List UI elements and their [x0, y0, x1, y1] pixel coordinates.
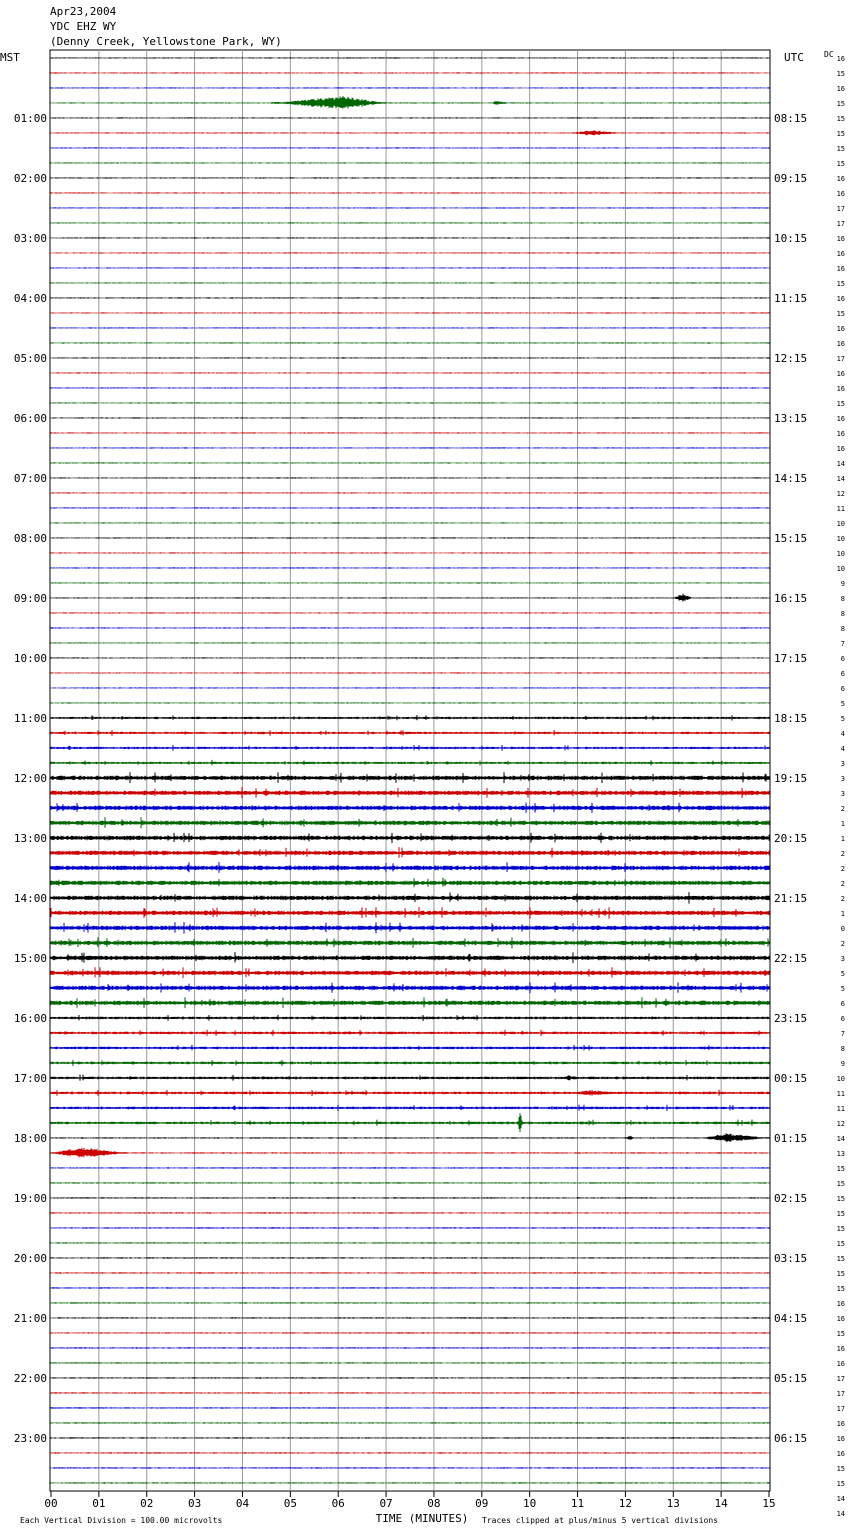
dc-offset-label: 8 [840, 595, 845, 603]
dc-offset-label: 16 [836, 85, 845, 93]
dc-offset-label: 15 [836, 400, 845, 408]
seismic-trace [51, 594, 769, 602]
seismic-trace [51, 1030, 769, 1036]
seismic-trace [51, 447, 769, 448]
dc-offset-label: 11 [836, 1105, 845, 1113]
x-tick-label: 10 [523, 1497, 537, 1510]
seismic-trace [51, 1437, 769, 1438]
right-hour-label: 08:15 [774, 112, 808, 125]
dc-offset-label: 15 [836, 100, 845, 108]
x-tick-label: 12 [618, 1497, 633, 1510]
seismic-trace [51, 878, 769, 888]
seismic-trace [51, 1242, 769, 1243]
left-hour-label: 10:00 [13, 652, 47, 665]
right-hour-label: 20:15 [774, 832, 808, 845]
right-hour-label: 02:15 [774, 1192, 808, 1205]
dc-offset-label: 17 [836, 1405, 845, 1413]
dc-offset-label: 4 [840, 730, 845, 738]
dc-offset-label: 15 [836, 1225, 845, 1233]
dc-offset-label: 17 [836, 220, 845, 228]
seismic-trace [51, 1482, 769, 1483]
dc-offset-label: 3 [840, 760, 845, 768]
left-hour-label: 17:00 [13, 1072, 47, 1085]
dc-offset-label: 6 [840, 1000, 845, 1008]
left-hour-label: 21:00 [13, 1312, 47, 1325]
seismic-trace [51, 462, 769, 463]
seismic-trace [51, 1392, 769, 1393]
dc-offset-label: 15 [836, 1165, 845, 1173]
footer-clip-note: Traces clipped at plus/minus 5 vertical divisions [482, 1516, 719, 1525]
dc-offset-label: 16 [836, 1345, 845, 1353]
dc-offset-label: 16 [836, 415, 845, 423]
dc-offset-label: 14 [836, 1495, 845, 1503]
dc-offset-label: 6 [840, 655, 845, 663]
seismic-trace [51, 1347, 769, 1348]
seismic-trace [51, 1287, 769, 1288]
right-hour-label: 18:15 [774, 712, 808, 725]
left-hour-label: 15:00 [13, 952, 47, 965]
left-hour-label: 19:00 [13, 1192, 47, 1205]
dc-offset-label: 14 [836, 475, 845, 483]
x-tick-label: 02 [140, 1497, 154, 1510]
dc-offset-label: 16 [836, 55, 845, 63]
plot-frame [50, 50, 770, 1491]
right-hour-label: 23:15 [774, 1012, 808, 1025]
seismic-trace [51, 537, 769, 538]
dc-offset-label: 15 [836, 130, 845, 138]
dc-offset-label: 15 [836, 1210, 845, 1218]
x-tick-label: 06 [331, 1497, 345, 1510]
dc-offset-label: 6 [840, 685, 845, 693]
seismic-trace [51, 1045, 769, 1051]
dc-offset-label: 14 [836, 1135, 845, 1143]
dc-offset-label: 0 [840, 925, 845, 933]
dc-offset-label: 14 [836, 460, 845, 468]
seismic-trace [51, 892, 769, 904]
left-hour-label: 07:00 [13, 472, 47, 485]
seismic-trace [51, 582, 769, 583]
dc-offset-label: 5 [840, 700, 845, 708]
dc-offset-label: 16 [836, 250, 845, 258]
seismic-trace [51, 96, 769, 108]
dc-offset-label: 8 [840, 625, 845, 633]
dc-offset-label: 15 [836, 160, 845, 168]
seismic-trace [51, 117, 769, 118]
right-hour-label: 05:15 [774, 1372, 808, 1385]
seismic-trace [51, 222, 769, 223]
dc-offset-label: 15 [836, 1270, 845, 1278]
seismic-trace [51, 522, 769, 523]
dc-offset-label: 17 [836, 205, 845, 213]
seismic-trace [51, 432, 769, 433]
seismic-trace [51, 207, 769, 208]
dc-offset-label: 12 [836, 490, 845, 498]
seismic-trace [51, 1317, 769, 1318]
dc-offset-label: 1 [840, 820, 845, 828]
seismic-trace [51, 1377, 769, 1378]
dc-offset-label: 15 [836, 1180, 845, 1188]
left-hour-label: 16:00 [13, 1012, 47, 1025]
x-tick-label: 07 [379, 1497, 393, 1510]
dc-offset-label: 15 [836, 1480, 845, 1488]
seismic-trace [51, 1182, 769, 1183]
x-tick-label: 08 [427, 1497, 441, 1510]
seismic-trace [51, 672, 769, 673]
seismic-trace [51, 1422, 769, 1423]
right-hour-label: 01:15 [774, 1132, 808, 1145]
dc-offset-label: 10 [836, 550, 845, 558]
seismic-trace [51, 342, 769, 343]
seismic-trace [51, 862, 769, 873]
right-hour-label: 00:15 [774, 1072, 808, 1085]
dc-offset-label: 3 [840, 790, 845, 798]
seismic-trace [51, 492, 769, 493]
dc-offset-label: 16 [836, 235, 845, 243]
dc-offset-label: 16 [836, 445, 845, 453]
seismic-trace [51, 1075, 769, 1081]
seismic-trace [51, 1227, 769, 1228]
right-hour-label: 09:15 [774, 172, 808, 185]
seismic-trace [51, 1452, 769, 1453]
dc-offset-label: 2 [840, 850, 845, 858]
dc-offset-label: 6 [840, 1015, 845, 1023]
seismic-trace [51, 312, 769, 313]
seismic-trace [51, 402, 769, 403]
dc-offset-label: 15 [836, 115, 845, 123]
seismic-trace [51, 507, 769, 508]
seismic-trace [51, 1467, 769, 1468]
dc-offset-label: 10 [836, 565, 845, 573]
station-name: YDC EHZ WY [50, 20, 117, 33]
x-tick-label: 03 [187, 1497, 202, 1510]
dc-offset-label: 16 [836, 430, 845, 438]
left-hour-label: 01:00 [13, 112, 47, 125]
dc-offset-label: 8 [840, 610, 845, 618]
dc-offset-label: 9 [840, 1060, 845, 1068]
seismic-trace [51, 1257, 769, 1258]
dc-label: DC [824, 50, 834, 59]
seismic-trace [51, 1407, 769, 1408]
seismic-trace [51, 1148, 769, 1158]
left-hour-label: 05:00 [13, 352, 47, 365]
x-tick-label: 14 [714, 1497, 728, 1510]
x-tick-label: 15 [762, 1497, 776, 1510]
seismic-trace [51, 1332, 769, 1333]
dc-offset-label: 12 [836, 1120, 845, 1128]
right-hour-label: 10:15 [774, 232, 808, 245]
right-hour-label: 04:15 [774, 1312, 808, 1325]
dc-offset-label: 15 [836, 1195, 845, 1203]
left-hour-label: 20:00 [13, 1252, 47, 1265]
seismic-trace [51, 1272, 769, 1273]
seismic-trace [51, 967, 769, 978]
dc-offset-label: 2 [840, 880, 845, 888]
seismic-trace [51, 997, 769, 1008]
dc-offset-label: 15 [836, 1255, 845, 1263]
dc-offset-label: 16 [836, 340, 845, 348]
right-timezone-label: UTC [784, 51, 804, 64]
x-tick-label: 05 [283, 1497, 297, 1510]
dc-offset-label: 16 [836, 1315, 845, 1323]
seismic-trace [51, 192, 769, 193]
seismic-trace [51, 282, 769, 283]
dc-offset-label: 16 [836, 175, 845, 183]
left-hour-label: 18:00 [13, 1132, 47, 1145]
dc-offset-label: 3 [840, 955, 845, 963]
seismic-trace [51, 657, 769, 658]
right-hour-label: 19:15 [774, 772, 808, 785]
dc-offset-label: 6 [840, 670, 845, 678]
seismic-trace [51, 1090, 769, 1096]
seismic-trace [51, 1113, 769, 1132]
left-timezone-label: MST [0, 51, 20, 64]
dc-offset-label: 10 [836, 520, 845, 528]
dc-offset-label: 16 [836, 1420, 845, 1428]
x-axis-label: TIME (MINUTES) [375, 1512, 469, 1525]
dc-offset-label: 16 [836, 295, 845, 303]
dc-offset-label: 15 [836, 1465, 845, 1473]
seismic-trace [51, 730, 769, 736]
dc-offset-label: 16 [836, 190, 845, 198]
seismic-trace [51, 1212, 769, 1213]
seismic-trace [51, 642, 769, 643]
dc-offset-label: 5 [840, 970, 845, 978]
seismic-trace [51, 177, 769, 178]
dc-offset-label: 16 [836, 370, 845, 378]
left-hour-label: 14:00 [13, 892, 47, 905]
dc-offset-label: 5 [840, 715, 845, 723]
x-tick-label: 11 [570, 1497, 585, 1510]
seismic-trace [51, 787, 769, 798]
seismic-trace [51, 687, 769, 688]
right-hour-label: 22:15 [774, 952, 808, 965]
left-hour-label: 23:00 [13, 1432, 47, 1445]
dc-offset-label: 15 [836, 70, 845, 78]
seismic-trace [51, 357, 769, 358]
seismic-trace [51, 745, 769, 751]
x-tick-label: 13 [666, 1497, 680, 1510]
seismic-trace [51, 627, 769, 628]
seismic-trace [51, 612, 769, 613]
seismic-trace [51, 87, 769, 88]
right-hour-label: 14:15 [774, 472, 808, 485]
dc-offset-label: 1 [840, 910, 845, 918]
seismic-trace [51, 417, 769, 418]
seismic-trace [51, 162, 769, 163]
dc-offset-label: 2 [840, 895, 845, 903]
left-hour-label: 12:00 [13, 772, 47, 785]
x-tick-label: 04 [235, 1497, 250, 1510]
seismic-trace [51, 477, 769, 478]
dc-offset-label: 17 [836, 355, 845, 363]
seismic-trace [51, 237, 769, 238]
right-hour-label: 11:15 [774, 292, 808, 305]
station-location: (Denny Creek, Yellowstone Park, WY) [50, 35, 282, 48]
seismic-trace [51, 1197, 769, 1198]
dc-offset-label: 9 [840, 580, 845, 588]
dc-offset-label: 13 [836, 1150, 845, 1158]
seismic-trace [51, 760, 769, 766]
seismic-trace [51, 57, 769, 58]
seismic-trace [51, 1060, 769, 1066]
seismic-trace [51, 1133, 769, 1142]
right-hour-label: 16:15 [774, 592, 808, 605]
seismic-trace [51, 907, 769, 919]
seismic-trace [51, 922, 769, 934]
x-tick-label: 09 [475, 1497, 489, 1510]
dc-offset-label: 16 [836, 1435, 845, 1443]
left-hour-label: 09:00 [13, 592, 47, 605]
x-tick-label: 00 [44, 1497, 58, 1510]
dc-offset-label: 10 [836, 1075, 845, 1083]
seismic-trace [51, 1015, 769, 1021]
right-hour-label: 12:15 [774, 352, 808, 365]
right-hour-label: 13:15 [774, 412, 808, 425]
left-hour-label: 06:00 [13, 412, 47, 425]
dc-offset-label: 7 [840, 640, 845, 648]
dc-offset-label: 11 [836, 1090, 845, 1098]
right-hour-label: 03:15 [774, 1252, 808, 1265]
seismic-trace [51, 847, 769, 858]
seismic-trace [51, 702, 769, 703]
left-hour-label: 02:00 [13, 172, 47, 185]
right-hour-label: 17:15 [774, 652, 808, 665]
dc-offset-label: 15 [836, 1330, 845, 1338]
right-hour-label: 21:15 [774, 892, 808, 905]
seismic-trace [51, 327, 769, 328]
right-hour-label: 06:15 [774, 1432, 808, 1445]
x-tick-label: 01 [92, 1497, 106, 1510]
right-hour-label: 15:15 [774, 532, 808, 545]
seismic-trace [51, 1302, 769, 1303]
seismic-trace [51, 252, 769, 253]
left-hour-label: 04:00 [13, 292, 47, 305]
seismic-trace [51, 937, 769, 948]
dc-offset-label: 2 [840, 805, 845, 813]
dc-offset-label: 3 [840, 775, 845, 783]
dc-offset-label: 5 [840, 985, 845, 993]
seismic-trace [51, 267, 769, 268]
dc-offset-label: 16 [836, 325, 845, 333]
dc-offset-label: 2 [840, 865, 845, 873]
dc-offset-label: 15 [836, 1285, 845, 1293]
seismic-trace [51, 772, 769, 783]
left-hour-label: 22:00 [13, 1372, 47, 1385]
dc-offset-label: 10 [836, 535, 845, 543]
dc-offset-label: 8 [840, 1045, 845, 1053]
left-hour-label: 08:00 [13, 532, 47, 545]
left-hour-label: 03:00 [13, 232, 47, 245]
left-hour-label: 13:00 [13, 832, 47, 845]
dc-offset-label: 2 [840, 940, 845, 948]
seismic-trace [51, 715, 769, 721]
seismic-trace [51, 982, 769, 993]
seismic-trace [51, 130, 769, 135]
seismic-trace [51, 1362, 769, 1363]
seismic-trace [51, 387, 769, 388]
seismic-trace [51, 372, 769, 373]
seismic-trace [51, 1167, 769, 1168]
seismic-trace [51, 952, 769, 963]
dc-offset-label: 16 [836, 385, 845, 393]
seismic-trace [51, 817, 769, 828]
seismic-trace [51, 833, 769, 843]
dc-offset-label: 14 [836, 1510, 845, 1518]
dc-offset-label: 15 [836, 1240, 845, 1248]
seismic-trace [51, 147, 769, 148]
dc-offset-label: 4 [840, 745, 845, 753]
dc-offset-label: 7 [840, 1030, 845, 1038]
seismic-trace [51, 567, 769, 568]
seismic-trace [51, 803, 769, 813]
dc-offset-label: 17 [836, 1375, 845, 1383]
left-hour-label: 11:00 [13, 712, 47, 725]
seismic-trace [51, 552, 769, 553]
dc-offset-label: 11 [836, 505, 845, 513]
seismic-trace [51, 1105, 769, 1111]
footer-scale-note: Each Vertical Division = 100.00 microvolts [20, 1516, 223, 1525]
seismic-trace [51, 297, 769, 298]
dc-offset-label: 15 [836, 310, 845, 318]
seismic-trace [51, 72, 769, 73]
dc-offset-label: 1 [840, 835, 845, 843]
dc-offset-label: 15 [836, 145, 845, 153]
dc-offset-label: 16 [836, 1450, 845, 1458]
dc-offset-label: 15 [836, 280, 845, 288]
dc-offset-label: 16 [836, 1300, 845, 1308]
dc-offset-label: 16 [836, 1360, 845, 1368]
chart-date: Apr23,2004 [50, 5, 117, 18]
dc-offset-label: 17 [836, 1390, 845, 1398]
dc-offset-label: 16 [836, 265, 845, 273]
